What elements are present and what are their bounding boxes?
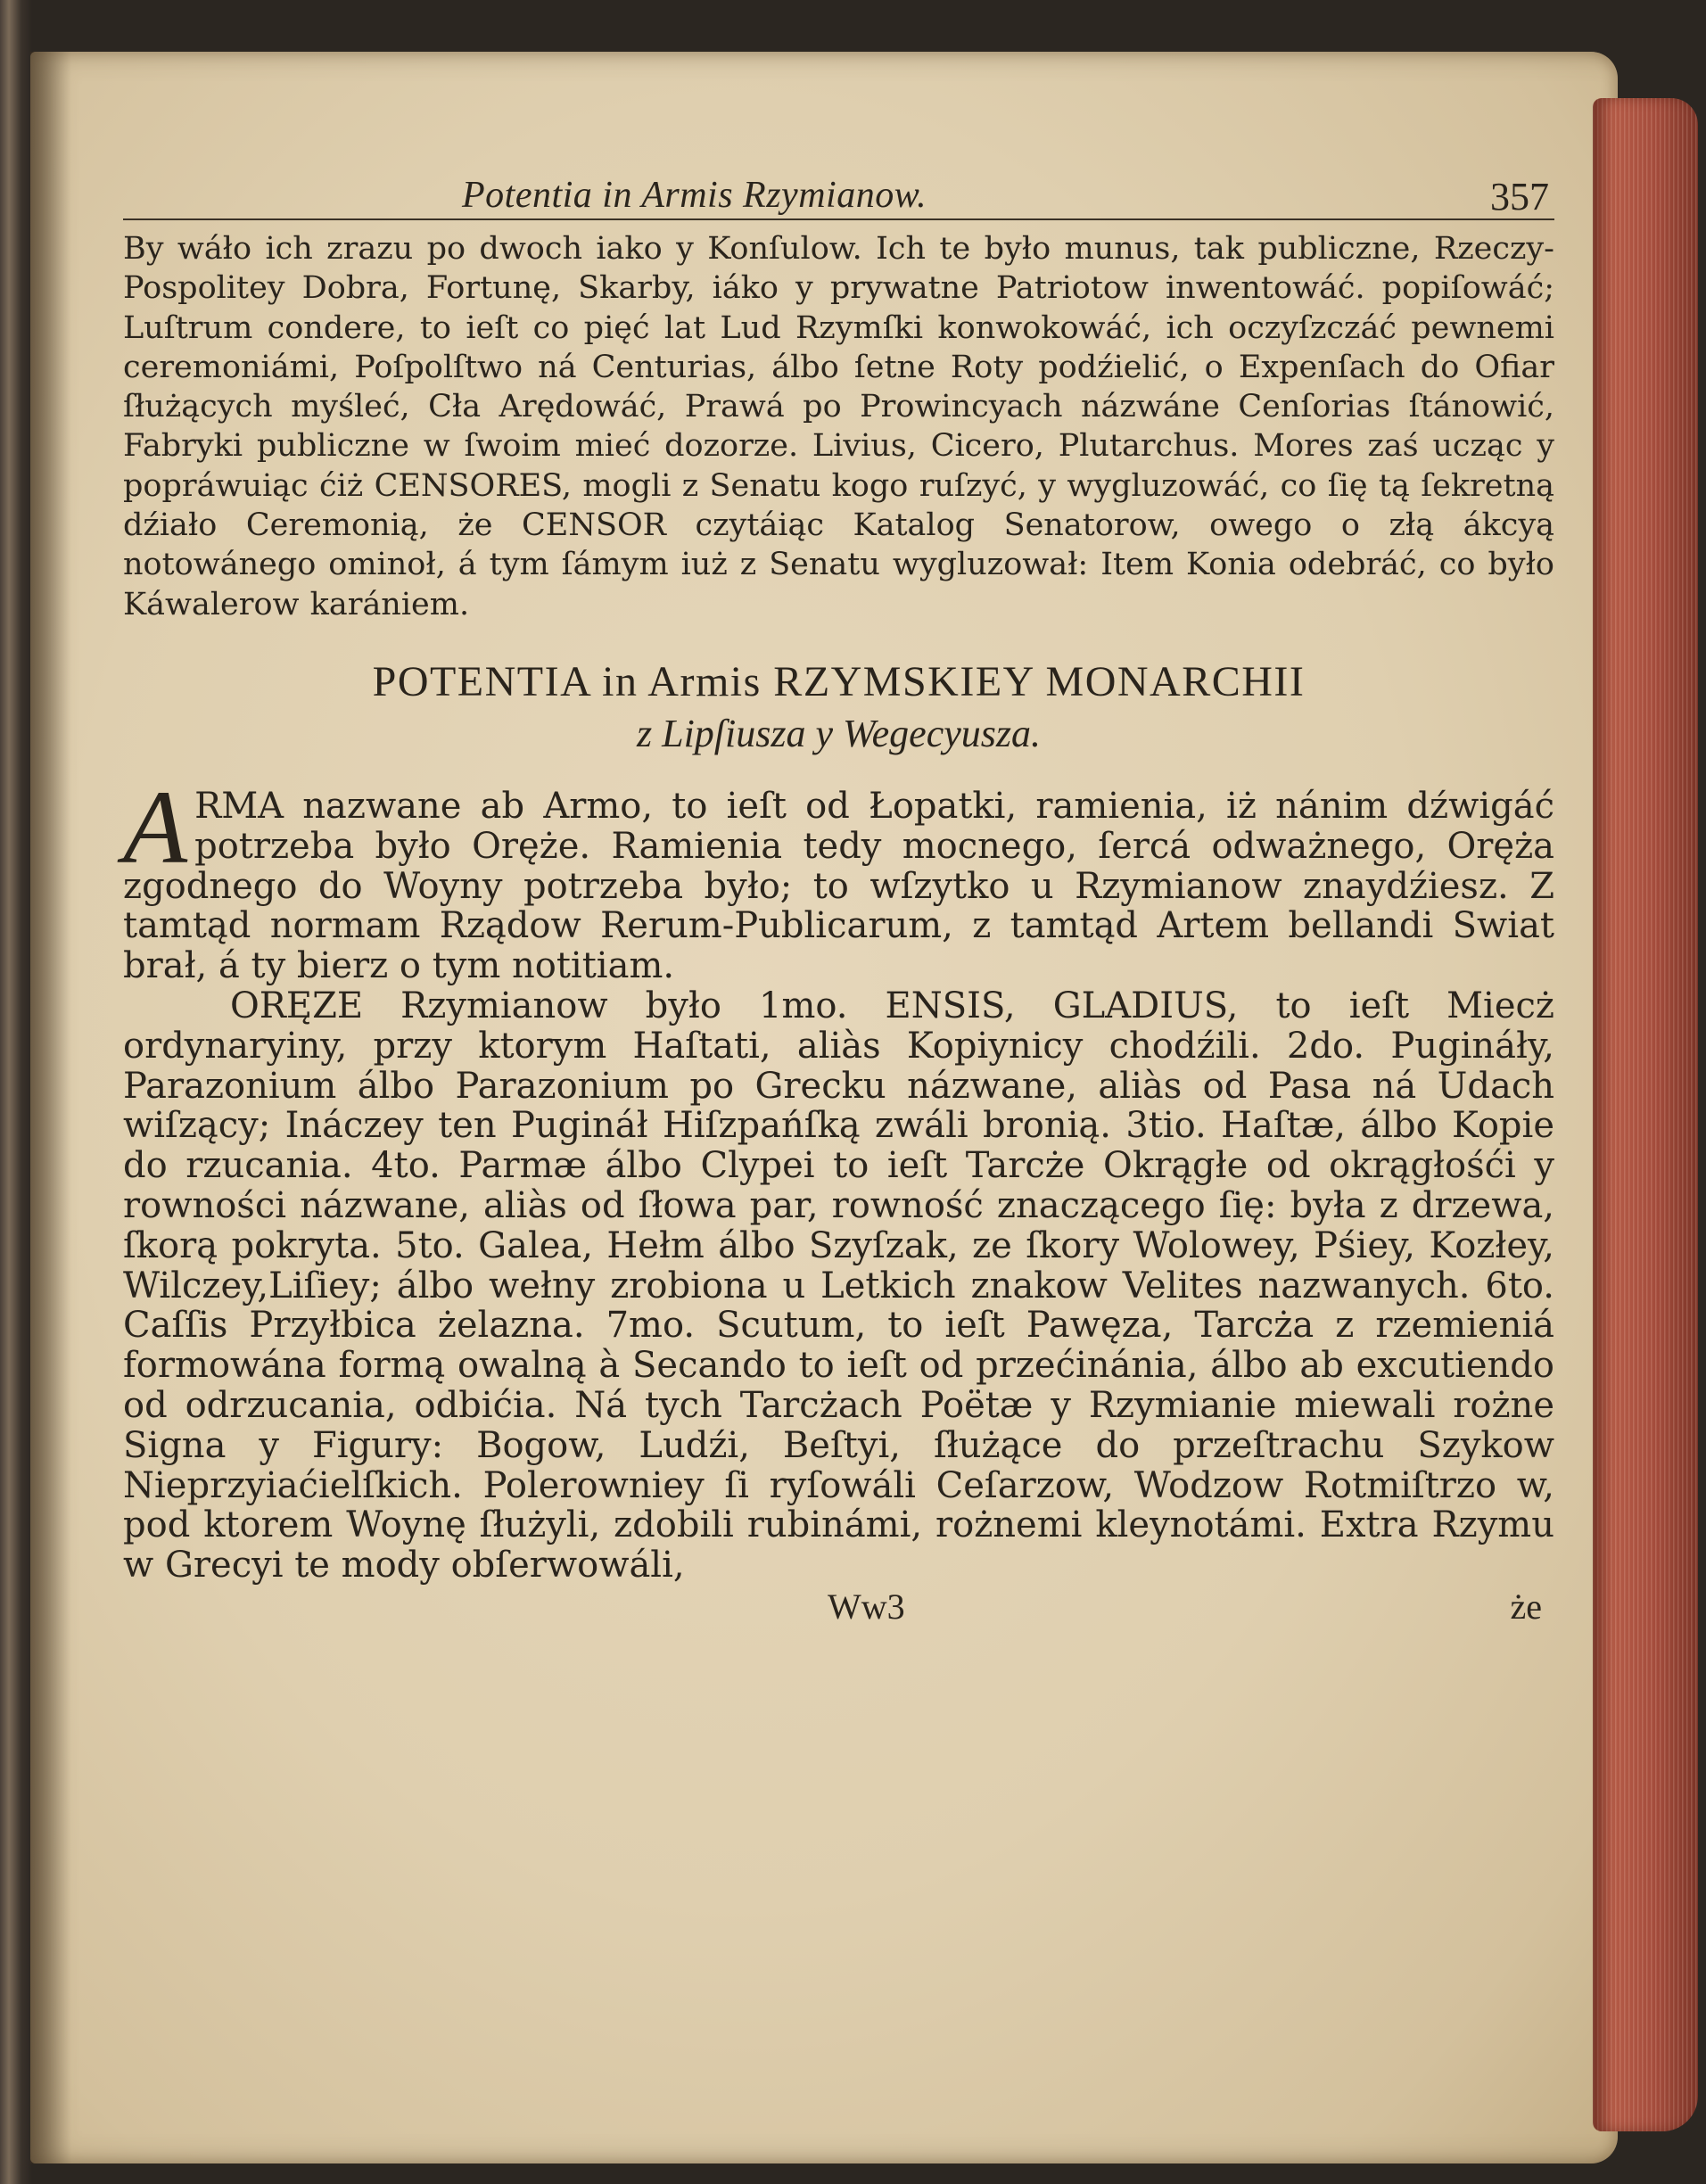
paragraph-arma [123,768,1554,987]
running-head-title: Potentia in Armis Rzymianow. [462,175,927,216]
signature-mark: Ww3 [828,1586,905,1627]
page-footer [123,1586,1554,1630]
running-head [123,174,1554,229]
catchword: że [1510,1586,1542,1627]
drop-cap: A [123,768,188,886]
page-number: 357 [1490,175,1549,218]
page-gutter-shadow [30,52,71,2163]
page-text-block [123,174,1554,1630]
section-heading-title: POTENTIA in Armis RZYMSKIEY MONARCHII [372,657,1306,705]
book-edge [1593,98,1698,2131]
paragraph-weapons: ORĘZE Rzymianow było 1mo. ENSIS, GLADIUS, to ieſt Miecż ordynaryiny, przy ktorym Haſtati, aliàs Kopiynicy chodźili. 2do. Pugináły, Parazonium álbo Parazonium po Grecku názwane, aliàs od Pasa ná Udach wiſzący; Ináczey ten Pugináł Hiſzpańſką zwáli bronią. 3tio. Haſtæ, álbo Kopie do rzucania. 4to. Parmæ álbo Clypei to ieſt Tarcże Okrągłe od okrągłośći y rowności názwane, aliàs od ſłowa par, rowność znaczącego ſię: była z drzewa, ſkorą pokryta. 5to. Galea, Hełm álbo Szyſzak, ze ſkory Wolowey, Pśiey, Kozłey, Wilczey,Liſiey; álbo wełny zrobiona u Letkich znakow Velites nazwanych. 6to. Caſſis Przyłbica żelazna. 7mo. Scutum, to ieſt Pawęza, Tarcża z rzemieniá formowána formą owalną à Secando to ieſt od przećinánia, álbo ab excutiendo od odrzucania, odbićia. Ná tych Tarcżach Poëtæ y Rzymianie miewali rożne Signa y Figury: Bogow, Ludźi, Beſtyi, ſłużące do przeſtrachu Szykow Nieprzyiaćielſkich. Polerowniey ſi ryſowáli Ceſarzow, Wodzow Rotmiſtrzo w, pod ktorem Woynę ſłużyli, zdobili rubinámi, rożnemi kleynotámi. Extra Rzymu w Grecyi te mody obſerwowáli, [123,985,1554,1586]
paragraph-arma-text: RMA nazwane ab Armo, to ieſt od Łopatki, ramienia, iż nánim dźwigáć potrzeba było Oręże. Ramienia tedy mocnego, ſercá odważnego, Oręża zgodnego do Woyny potrzeba było; to wſzytko u Rzymianow znaydźiesz. Z tamtąd normam Rządow Rerum-Publicarum, z tamtąd Artem bellandi Swiat brał, á ty bierz o tym notitiam. [123,785,1554,987]
header-rule [123,218,1554,220]
paragraph-censors: By wáło ich zrazu po dwoch iako y Konſulow. Ich te było munus, tak publiczne, Rzeczy-Pospolitey Dobra, Fortunę, Skarby, iáko y prywatne Patriotow inwentowáć. popiſowáć; Luſtrum condere, to ieſt co pięć lat Lud Rzymſki konwokowáć, ich oczyſzczáć pewnemi ceremoniámi, Poſpolſtwo ná Centurias, álbo ſetne Roty podźielić, o Expenſach do Ofiar ſłużących myśleć, Cła Arędowáć, Prawá po Prowincyach názwáne Cenſorias ſtánowić, Fabryki publiczne w ſwoim mieć dozorze. Livius, Cicero, Plutarchus. Mores zaś ucząc y popráwuiąc ćiż CENSORES, mogli z Senatu kogo ruſzyć, y wygluzowáć, co ſię tą ſekretną dźiało Ceremonią, że CENSOR czytáiąc Katalog Senatorow, owego o złą ákcyą notowánego ominoł, á tym ſámym iuż z Senatu wygluzował: Item Konia odebráć, co było Káwalerow karániem. [123,231,1554,622]
section-heading [123,656,1554,760]
section-heading-subtitle: z Lipſiusza y Wegecyusza. [636,711,1042,755]
